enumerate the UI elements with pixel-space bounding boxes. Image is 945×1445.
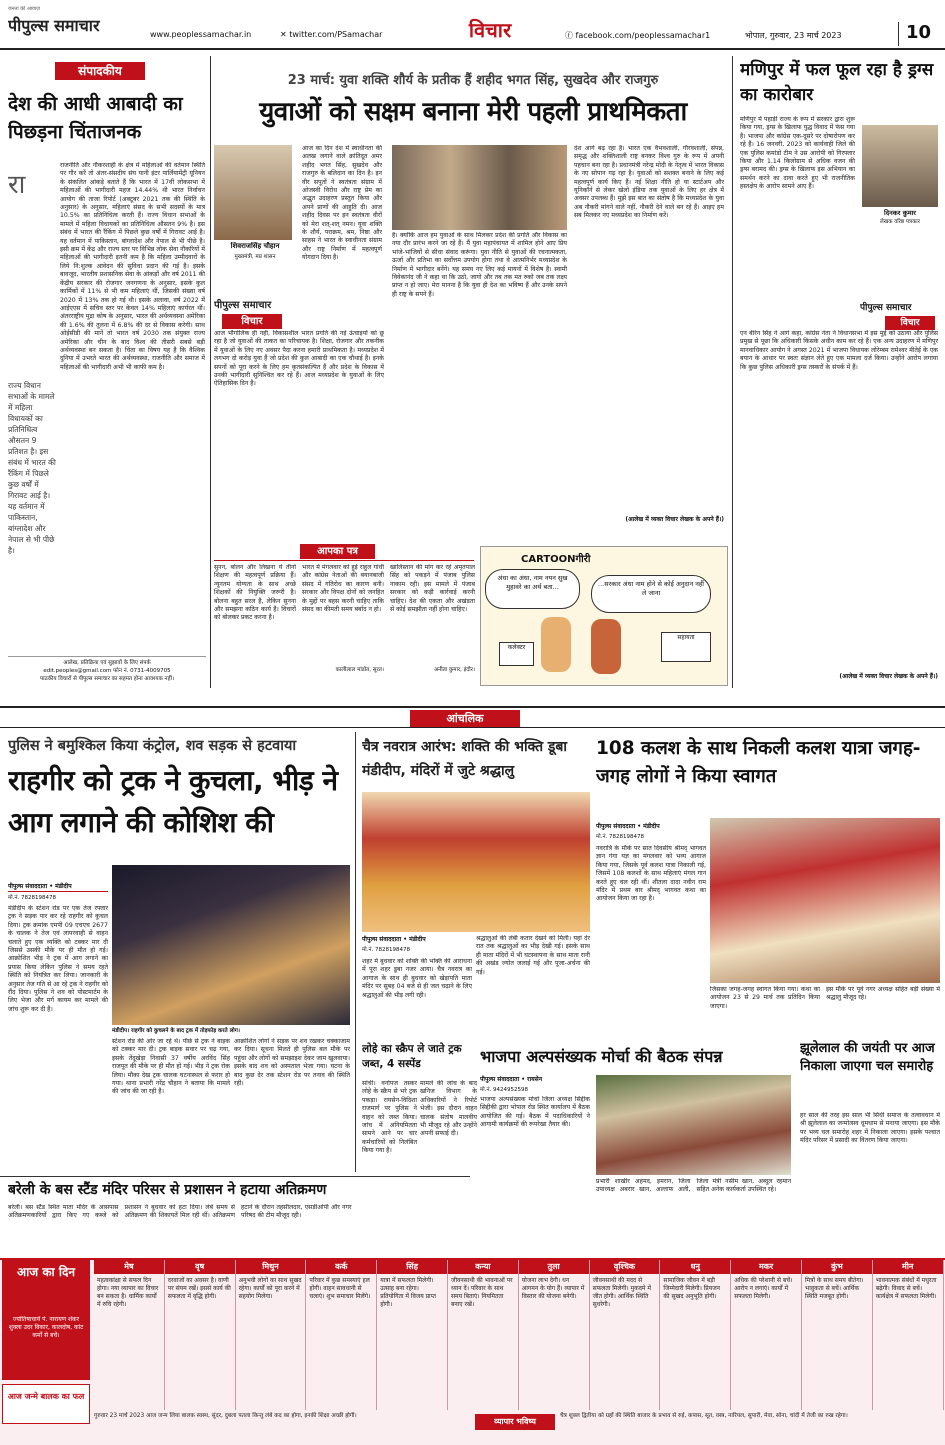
editorial-body: राजनीति और नौकरशाही के क्षेत्र में महिलाओं की वर्तमान स्थिति पर गौर करें तो अंतर-संसदीय संघ यानी इंटर पार्लियामेंट्री यूनियन के संकलित आंकड़े बताते हैं कि भारत में 17वीं लोकसभा में महिलाओं की भागीदारी महज 14.44% थी भारत निर्वाचन आयोग की ताजा रिपोर्ट (अक्टूबर 2021 तक की स्थिति के अनुसार) के अनुसार, महिलाएं संसद के सभी सदस्यों के मात्र 10.5% का प्रतिनिधित्व करती हैं। राज्य विधान सभाओं के मामले में महिला विधायकों का प्रतिनिधित्व औसतन 9% है। इस संबंध में भारत की रैंकिंग में पिछले कुछ वर्षों में गिरावट आई है। यह वर्तमान में पाकिस्तान, बांग्लादेश और नेपाल से भी पीछे है। इसी क्रम में केंद्र और राज्य स्तर पर विभिन्न लोक सेवा नौकरियों में महिलाओं की भागीदारी इतनी कम है कि महिला उम्मीदवारों के लिये नि:शुल्क आवेदन की सुविधा प्रदान की गई है। इसके बावजूद, भारतीय प्रशासनिक सेवा के आंकड़ों और वर्ष 2011 की केंद्रीय सरकार की रोजगार जनगणना के अनुसार, इसके कुल कार्मिकों में 11% से भी कम महिलाएं थीं, जिसकी संख्या वर्ष 2020 में 13% तक हो गई थी। इसके अलावा, वर्ष 2022 में आईएएस में सचिव स्तर पर केवल 14% महिलाएं कार्यरत थीं। अंतरराष्ट्रीय मुद्रा कोष के अनुसार, भारत की अर्थव्यवस्था अमेरिका की 1.6% की तुलना में 6.8% की दर से विकास करेगी। साथ ओईसीडी की मानें तो भारत वर्ष 2030 तक संयुक्त राज्य अमेरिका और चीन के बाद विश्व की तीसरी सबसे बड़ी अर्थव्यवस्था बन सकता है। चिंता का विषय यह है कि वैश्विक दुनिया में उभरते भारत की अर्थव्यवस्था, राजनीति और समाज में महिलाओं की भागीदारी अभी भी काफी कम है। — [60, 162, 205, 371]
today-label: आज का दिन — [17, 1265, 75, 1279]
right-body-1: मणिपुर में पहाड़ी राज्य के रूप में सरकार द्वारा शुरू किया गया, ड्रग्स के खिलाफ युद्ध विवाद में फंस गया है। भाजपा और कांग्रेस एक-दूसरे पर दोषारोपण कर रहे हैं। 16 जनवरी, 2023 को कार्यवाही जिले की एक पुलिस कमांडो टीम ने उस आरोपी को गिरफ्तार किया और 1.14 किलोग्राम से अधिक वजन की ड्रग्स बरामद की। ड्रग्स के खिलाफ इस अभियान का समर्थन करने का दावा करते हुए भी राजनीतिक हस्तक्षेप के आरोप सामने आए हैं। — [740, 116, 855, 191]
zodiac-sign-name: वृश्चिक — [590, 1260, 660, 1274]
section-title: विचार — [468, 18, 512, 40]
speech-bubble-1: अंधा का अंधा, नाम नयन सुख मुहावरे का अर्थ बता... — [485, 569, 580, 609]
footer-line-1: आलेख, प्रतिक्रिया एवं सुझावों के लिए संपर्क — [63, 660, 151, 666]
zodiac-sign-text: योजना लाभ देगी। धन आगमन के योग हैं। व्यापार में विस्तार की योजना बनेगी। — [521, 1277, 585, 1300]
page-number: 10 — [898, 22, 938, 46]
zodiac-sign-name: सिंह — [377, 1260, 447, 1274]
martyrs-photo — [392, 145, 567, 230]
news4-photo — [596, 1075, 791, 1175]
main-title: युवाओं को सक्षम बनाना मेरी पहली प्राथमिकता — [259, 97, 687, 127]
right-promo-section: विचार — [885, 316, 935, 330]
issue-date: भोपाल, गुरुवार, 23 मार्च 2023 — [745, 31, 842, 40]
zodiac-sign — [377, 1260, 448, 1410]
zodiac-sign — [519, 1260, 590, 1410]
zodiac-sign-name: कर्क — [306, 1260, 376, 1274]
zodiac-sign-text: भावनात्मक संबंधों में मधुरता बढ़ेगी। विवाद से बचें। कार्यक्षेत्र में सफलता मिलेगी। — [875, 1277, 937, 1300]
zodiac-sign — [306, 1260, 377, 1410]
news1-title: राहगीर को ट्रक ने कुचला, भीड़ ने आग लगाने की कोशिश की — [8, 764, 338, 839]
news3-caption-2: इस मौके पर पूर्व नगर अध्यक्ष सहित बड़ी संख्या में श्रद्धालु मौजूद रहे। — [826, 986, 940, 1002]
contact-email[interactable]: edit.peoples@gmail.com फोन नं. 0731-4009705 — [43, 668, 171, 674]
zodiac-sign — [236, 1260, 307, 1410]
born-label: आज जन्मे बालक का फल — [2, 1384, 90, 1424]
news2-sub-body-2: मामले की जांच के बाद खनिज विभाग के अधिकारियों ने रिपोर्ट भेजी। इस दौरान वाहन चालक संतोष मालवीय भी मौजूद रहे और उन्होंने अपनी सफाई दी। — [420, 1080, 477, 1138]
main-col-1: आज का दिन देश में स्वाधीनता की अलख जगाने वाले क्रांतिदूत अमर शहीद भगत सिंह, सुखदेव और राजगुरु के बलिदान का दिन है। इन वीर सपूतों ने स्वतंत्रता संग्राम में ओजस्वी विरोध और राष्ट्र प्रेम का अद्भुत उदाहरण प्रस्तुत किया और अपने प्राणों की आहुति दी। आज शहीद दिवस पर इन स्वतंत्रता वीरों को मेरा शत्-शत् नमन। युवा शक्ति के शौर्य, पराक्रम, श्रम, निष्ठा और साहस ने भारत के स्वाधीनता संग्राम और राष्ट्र निर्माण में महत्वपूर्ण योगदान दिया है। — [302, 145, 382, 262]
zodiac-sign — [873, 1260, 944, 1410]
zodiac-sign-name: तुला — [519, 1260, 589, 1274]
zodiac-sign-text: सामाजिक जीवन में बड़ी जिम्मेदारी मिलेगी। प्रियजन की सुखद अनुभूति होगी। — [663, 1277, 720, 1300]
zodiac-sign-name: कुंभ — [802, 1260, 872, 1274]
zodiac-sign-name: मकर — [731, 1260, 801, 1274]
news1-caption: मंडीदीप। राहगीर को कुचलने के बाद ट्रक में तोड़फोड़ करते लोग। — [112, 1028, 240, 1034]
news1-mobile: मो.नं. 7828198478 — [8, 895, 57, 901]
news1-body-2: स्टेशन रोड की ओर जा रहे थे। पीछे से ट्रक ने बाइक को टक्कर मार दी। ट्रक बाइक सवार पर चढ़ गया, इसके तेंदूखेड़ा निवासी 37 वर्षीय अरविंद सिंह राजपूत की मौके पर ही मौत हो गई। भीड़ ने ट्रक रोक लिया। मौका देख ट्रक चालक घटनास्थल से फरार हो गया। थाना प्रभारी नरेंद्र चौहान ने बताया कि मामले की जांच की जा रही है। — [112, 1038, 230, 1096]
facebook-text: facebook.com/peoplessamachar1 — [575, 31, 711, 40]
news6-title: बरेली के बस स्टैंड मंदिर परिसर से प्रशासन ने हटाया अतिक्रमण — [8, 1182, 327, 1198]
zodiac-sign — [165, 1260, 236, 1410]
section-bar-label: आंचलिक — [410, 710, 520, 727]
promo-logo — [214, 297, 299, 313]
editorial-pullquote: राज्य विधान सभाओं के मामले में महिला विधायकों का प्रतिनिधित्व औसतन 9 प्रतिशत है। इस संबंध में भारत की रैंकिंग में पिछले कुछ वर्षों में गिरावट आई है। यह वर्तमान में पाकिस्तान, बांग्लादेश और नेपाल से भी पीछे है। — [8, 381, 56, 555]
author-role: मुख्यमंत्री, मप्र शासन — [234, 254, 276, 260]
right-author-name: दिनकर कुमार — [884, 209, 916, 217]
born-text: गुरुवार 23 मार्च 2023 आज जन्म लिया बालक स्वस्थ, सुंदर, दुबला पतला किन्तु लंबे कद का होगा, इनकी शिक्षा अच्छी होगी। — [94, 1413, 357, 1419]
zodiac-sign-text: यात्रा में सफलता मिलेगी। उत्साह बना रहेगा। प्रतियोगिता में विजय प्राप्त होगी। — [380, 1277, 436, 1308]
letters-label: आपका पत्र — [300, 544, 375, 559]
editorial-title: देश की आधी आबादी का पिछड़ना चिंताजनक — [8, 93, 183, 143]
zodiac-sign-text: परिवार में कुछ समस्याएं हल होंगी। वाहन सावधानी से चलाएं। शुभ समाचार मिलेंगे। — [309, 1277, 371, 1300]
masthead — [0, 0, 945, 50]
speech-bubble-2: ...सरकार अंधा नाम होने से कोई अनुदान नहीं ले जाना — [591, 575, 711, 613]
today-text: ज्योतिषाचार्य पं. नारायण शंकर शुक्ला उदर विकार, कालदोष, कांट कर्मों से बचें। — [8, 1316, 84, 1339]
right-promo-logo-text: पीपुल्स समाचार — [860, 303, 912, 313]
zodiac-sign-text: महत्वकांक्षा से सफल दिन होगा। नया व्यापार का विचार बन सकता है। धार्मिक कार्यों में रुचि रहेगी। — [97, 1277, 159, 1308]
editorial-label: संपादकीय — [55, 62, 145, 80]
news4-body: भाजपा अल्पसंख्यक मोर्चा जिला अध्यक्ष सिद्दीक सिद्दीकी द्वारा भोपाल रोड स्थित कार्यालय में बैठक आयोजित की गई। बैठक में पदाधिकारियों ने आगामी कार्यक्रमों की रूपरेखा तैयार की। — [480, 1096, 590, 1129]
news1-body: मंडीदीप के स्टेशन रोड पर एक तेज रफ्तार ट्रक ने सड़क पार कर रहे राहगीर को कुचल दिया। ट्रक क्रमांक एमपी 09 एचएच 2677 के चालक ने तेज एवं लापरवाही से वाहन चलाते हुए एक व्यक्ति को टक्कर मार दी जिससे उसकी मौके पर ही मौत हो गई। आक्रोशित भीड़ ने ट्रक में आग लगाने का प्रयास किया लेकिन पुलिस ने समय रहते स्थिति को नियंत्रित कर लिया। जानकारी के अनुसार तेज गति से आ रहे ट्रक ने राहगीर को रौंद दिया। पुलिस ने शव को पोस्टमार्टम के लिए भेजा और मर्ग कायम कर मामले की जांच शुरू कर दी है। — [8, 905, 108, 1013]
zodiac-sign — [448, 1260, 519, 1410]
zodiac-sign-text: अधिक की परेशानी से बचें। आरोप न लगाएं। कार्यों में सफलता मिलेगी। — [734, 1277, 793, 1300]
news2-title: चैत्र नवरात्र आरंभ: शक्ति की भक्ति डूबा मंडीदीप, मंदिरों में जुटे श्रद्धालु — [362, 739, 568, 779]
news2-body-2: शहर में बुधवार को शक्ति की भक्ति की आराधना में पूरा शहर डूबा नजर आया। चैत्र नवरात्र का आगाज के साथ ही बुधवार को खेड़ापति माता मंदिर पर सुबह 04 बजे से ही जल चढ़ाने के लिए श्रद्धालुओं की भीड़ लगी रही। — [362, 958, 472, 999]
today-box — [2, 1260, 90, 1380]
zodiac-sign-name: मेष — [94, 1260, 164, 1274]
zodiac-sign — [94, 1260, 165, 1410]
news2-mobile: मो.नं. 7828198478 — [362, 947, 411, 953]
zodiac-sign-text: दरवाजों का अवसर है। वाणी पर संयम रखें। इससे कार्य की सफलता में वृद्धि होगी। — [167, 1277, 231, 1300]
zodiac-sign-text: अनुभवी लोगों का साथ सुखद रहेगा। कार्यों को पूरा करने में सहयोग मिलेगा। — [238, 1277, 302, 1300]
news1-byline: पीपुल्स संवाददाता • मंडीदीप — [8, 882, 108, 892]
logo[interactable]: पीपुल्स समाचार — [8, 16, 100, 35]
facebook-icon: ⓕ — [565, 31, 576, 40]
news3-title: 108 कलश के साथ निकली कलश यात्रा जगह-जगह लोगों ने किया स्वागत — [596, 738, 921, 787]
main-note: (आलेख में व्यक्त विचार लेखक के अपने हैं।) — [625, 516, 724, 523]
author-photo — [214, 145, 292, 240]
right-author-role: लेखक वरिष्ठ पत्रकार — [880, 219, 920, 225]
news3-caption: जिसका जगह-जगह स्वागत किया गया। कथा का आयोजन 23 से 29 मार्च तक प्रतिदिन किया जाएगा। — [710, 986, 820, 1010]
news2-photo — [362, 792, 590, 932]
cartoon-panel — [480, 546, 728, 686]
news5-title: झूलेलाल की जयंती पर आज निकाला जाएगा चल समारोह — [800, 1041, 935, 1074]
letter-3: खालिस्तान की मांग कर रहे अमृतपाल सिंह को पकड़ने में पंजाब पुलिस नाकाम रही। इस मामले में पंजाब सरकार को कड़ी कार्रवाई करनी चाहिए। देश की एकता और अखंडता से कोई समझौता नहीं होना चाहिए। — [390, 564, 475, 614]
right-title: मणिपुर में फल फूल रहा है ड्रग्स का कारोबार — [740, 60, 934, 105]
news3-photo — [710, 818, 940, 983]
news2-body: श्रद्धालुओं की लंबी कतार देखने को मिली। यहां देर रात तक श्रद्धालुओं का भीड़ देखी गई। इसके साथ ही माता मंदिरों में भी घटस्थापना के साथ माता रानी की अखंड ज्योत जलाई गई और पूजा-अर्चना की गई। — [476, 935, 590, 976]
author-name: शिवराजसिंह चौहान — [230, 242, 280, 250]
letter-3-author: अनीता कुमार, इंदौर। — [433, 667, 475, 673]
zodiac-sign-text: मित्रों के साथ समय बीतेगा। भावुकता से बचें। आर्थिक स्थिति मजबूत होगी। — [805, 1277, 864, 1300]
logo-tagline: जनता की आवाज़ — [8, 6, 40, 12]
zodiac-sign-name: मिथुन — [236, 1260, 306, 1274]
facebook-link[interactable] — [565, 30, 730, 42]
zodiac-sign-text: जीवनसाथी की भावनाओं पर ध्यान दें। परिवार के साथ समय बिताएं। नियमितता बनाए रखें। — [451, 1277, 513, 1308]
editorial-footer — [8, 656, 206, 688]
cartoon-figure-2 — [591, 619, 621, 674]
letter-1: सुनन, बोलन और लिखना ये तीनों शिक्षण की महत्वपूर्ण प्रक्रिया हैं। न्यूनतम योग्यता के साथ अच्छे शिक्षकों की नियुक्ति जरूरी है। बोलना बहुत सरल है, लेकिन सुनना और समझना कठिन कार्य है। विचारों को बोलकर प्रकट करना है। — [214, 564, 296, 622]
promo-section: विचार — [222, 314, 282, 329]
news4-mobile: मो.नं. 9424952598 — [480, 1087, 529, 1093]
letter-2: भारत में मंगलवार को हुई राहुल गांधी और कांग्रेस नेताओं की बयानबाजी संसद में गतिरोध का कारण बनी। सरकार और विपक्ष दोनों को जनहित के मुद्दों पर बहस करनी चाहिए ताकि संसद का कीमती समय बर्बाद न हो। — [302, 564, 384, 614]
promo-logo-text: पीपुल्स समाचार — [214, 300, 272, 311]
right-promo-logo — [860, 300, 942, 314]
letters-rule — [214, 560, 474, 561]
news4-byline: पीपुल्स संवाददाता • रायसेन — [480, 1076, 543, 1083]
news2-sub-title: लोहे का स्क्रैप ले जाते ट्रक जब्त, 4 सस्पेंड — [362, 1043, 462, 1070]
news6-body: बरेली। बस स्टैंड स्थित माता मंदिर के आसपास अतिक्रमणकारियों द्वारा किए गए कब्जे को प्रशासन ने बुधवार को हटा दिया। लंबे समय से अतिक्रमण की शिकायतें मिल रही थीं। अतिक्रमण हटाने के दौरान तहसीलदार, एसडीओपी और नगर परिषद की टीम मौजूद रही। — [8, 1204, 352, 1220]
twitter-link[interactable] — [280, 30, 410, 42]
main-col-4: देश आगे बढ़ रहा है। भारत एक वैभवशाली, गौरवशाली, संपन्न, समृद्ध और शक्तिशाली राष्ट्र बनकर विश्व गुरु के रूप में अपनी पहचान बना रहा है। प्रधानमंत्री नरेन्द्र मोदी के नेतृत्व में भारत विकास के नए सोपान गढ़ रहा है। युवाओं को सशक्त बनाने के लिए कई महत्वपूर्ण कार्य किए हैं। नई शिक्षा नीति हो या स्टार्टअप और यूनिकॉर्न से लेकर खेलो इंडिया तक युवाओं के लिए हर क्षेत्र में अवसर उपलब्ध हैं। मुझे इस बात का संतोष है कि मध्यप्रदेश के युवा अब नौकरी मांगने वाले नहीं, नौकरी देने वाले बन रहे हैं। आइए हम सब मिलकर नए मध्यप्रदेश का निर्माण करें। — [574, 145, 724, 220]
news3-mobile: मो.नं. 7828198478 — [596, 834, 645, 840]
twitter-text: twitter.com/PSamachar — [289, 30, 383, 39]
zodiac-sign-name: धनु — [660, 1260, 730, 1274]
zodiac-sign-name: वृष — [165, 1260, 235, 1274]
news4-body-2: प्रभारी शाखीर अहमद, इमरान, जिला उपाध्यक्ष अबरार खान, अल्ताफ अली, जिला मंत्री नसीम खान, अब्दुल रहमान सहित अनेक कार्यकर्ता उपस्थित रहे। — [596, 1178, 791, 1194]
right-body-2: एन बीरेन सिंह ने आगे कहा, कांग्रेस नेता ने विधानसभा में इस मुद्दे को उठाया और पुलिस प्रमुख से पूछा कि अधिकारी किसके अधीन काम कर रहे हैं। एक अन्य उदाहरण में मणिपुर मानवाधिकार आयोग ने अगस्त 2021 में भाजपा विधायक लोरेम्बम रामेश्वर मीतेई के एक बयान के आधार पर स्वतः संज्ञान लेते हुए एक मामला दर्ज किया। उन्होंने आरोप लगाया कि कुछ पुलिस अधिकारी ड्रग्स तस्करों के संपर्क में हैं। — [740, 330, 938, 371]
website-link[interactable]: www.peoplessamachar.in — [150, 30, 252, 39]
zodiac-sign — [802, 1260, 873, 1410]
zodiac-sign-name: कन्या — [448, 1260, 518, 1274]
section-bar — [0, 706, 945, 728]
news1-kicker: पुलिस ने बमुश्किल किया कंट्रोल, शव सड़क से हटवाया — [8, 738, 297, 754]
zodiac-sign — [731, 1260, 802, 1410]
news2-sub-body: सांची। वनोपज तस्कर लोहे के स्क्रैप से भरे ट्रक पकड़ा। रायसेन-विदिशा राजमार्ग पर पुलिस ने वाहन को जब्त किया। जांच में अनियमितता सामने आने पर चार कर्मचारियों को निलंबित किया गया है। — [362, 1080, 417, 1155]
market-label: व्यापार भविष्य — [475, 1414, 555, 1430]
news1-body-3: आक्रोशित लोगों ने सड़क पर शव रखकर चक्काजाम कर दिया। सूचना मिलते ही पुलिस बल मौके पर पहुंचा और लोगों को समझाइश देकर जाम खुलवाया। इसके बाद शव को अस्पताल भेजा गया। घटना के बाद कुछ देर तक स्टेशन रोड पर तनाव की स्थिति रही। — [234, 1038, 350, 1088]
market-text: चैत्र शुक्ल द्वितीया को ग्रहों की स्थिति बाजार के प्रभाव से रुई, कपास, सूत, वस्त्र, नारियल, सुपारी, मेवा, सोना, चांदी में तेजी का रुख रहेगा। — [560, 1413, 848, 1419]
news3-byline: पीपुल्स संवाददाता • मंडीदीप — [596, 823, 660, 830]
news4-title: भाजपा अल्पसंख्यक मोर्चा की बैठक संपन्न — [480, 1047, 723, 1066]
cartoon-figure-1 — [541, 617, 571, 672]
zodiac-sign — [590, 1260, 661, 1410]
letter-2-author: कालीलाल मांडोत, सूरत। — [335, 667, 384, 673]
cartoon-sign-2: सहायता — [661, 632, 711, 662]
zodiac-sign-text: जीवनसाथी की मदद से सफलता मिलेगी। मुकदमे में जीत होगी। आर्थिक स्थिति सुधरेगी। — [592, 1277, 652, 1308]
main-kicker: 23 मार्च: युवा शक्ति शौर्य के प्रतीक हैं शहीद भगत सिंह, सुखदेव और राजगुरु — [287, 73, 659, 88]
main-col-3: है। क्योंकि आज हम युवाओं के साथ मिलकर प्रदेश की प्रगति और विकास का नया दौर प्रारंभ करने जा रहे हैं। मैं युवा महापंचायत में शामिल होने आए प्रिय भांजे-भांजियों से सीधा संवाद करूंगा। युवा नीति से युवाओं की रचनात्मकता, ऊर्जा और प्रतिभा का सर्वोत्तम उपयोग होगा तथा वे आत्मनिर्भर मध्यप्रदेश के निर्माण में भागीदार बनेंगे। यह समय नए लिए कई मायनों में विशेष है। स्वामी विवेकानंद जी ने कहा था कि उठो, जागो और तब तक मत रुको जब तक लक्ष्य प्राप्त न हो जाए। मेरा मानना है कि युवा ही देश का भविष्य हैं और उनके सपने ही राष्ट्र के सपने हैं। — [392, 232, 567, 298]
dropcap: रा — [8, 170, 26, 200]
cartoon-label: CARTOONगीरी — [521, 554, 591, 565]
main-col-2: आज भौगोलिक ही नहीं, विकासशील भारत प्रगति की नई ऊंचाइयों को छू रहा है जो युवाओं की ताकत का परिचायक है। शिक्षा, रोजगार और तकनीक में युवाओं के लिए नए अवसर पैदा करना हमारी प्राथमिकता है। मध्यप्रदेश में लगभग दो करोड़ युवा हैं जो प्रदेश की कुल आबादी का एक चौथाई है। इनके सपनों को पूरा करने के लिए हम कृतसंकल्पित हैं और प्रदेश के विकास में उनकी भागीदारी सुनिश्चित कर रहे हैं। आज मध्यप्रदेश के युवाओं के लिए ऐतिहासिक दिन है। — [214, 330, 384, 388]
twitter-icon: ✕ — [280, 30, 290, 39]
footer-line-3: पाठकीय विचारों से पीपुल्स समाचार का सहमत होना आवश्यक नहीं। — [39, 676, 175, 682]
zodiac-sign — [660, 1260, 731, 1410]
news1-photo — [112, 865, 350, 1025]
news5-body: हर साल की तरह इस साल भी सिंधी समाज के तत्वावधान में श्री झूलेलाल का जन्मोत्सव धूमधाम से मनाया जाएगा। इस मौके पर भव्य चल समारोह शहर में निकाला जाएगा। इसके पश्चात मंदिर परिसर में प्रसादी का वितरण किया जाएगा। — [800, 1112, 940, 1145]
zodiac-sign-name: मीन — [873, 1260, 943, 1274]
right-note: (आलेख में व्यक्त विचार लेखक के अपने हैं।) — [839, 673, 938, 680]
right-author-photo — [862, 125, 938, 207]
news3-body: नवरात्रि के मौके पर सात दिवसीय श्रीमद् भागवत ज्ञान गंगा यज्ञ का मंगलवार को भव्य आगाज किया गया, जिसके पूर्व कलश यात्रा निकाली गई, जिसमें 108 कलशों के साथ महिलाएं मंगल गान करते हुए चल रही थीं। शीतला दादा नवीन राम मंदिर में प्रथम बार श्रीमद् भागवत कथा का आयोजन किया जा रहा है। — [596, 845, 706, 903]
cartoon-sign-1: कलेक्टर — [499, 642, 534, 666]
news2-byline: पीपुल्स संवाददाता • मंडीदीप — [362, 936, 426, 943]
